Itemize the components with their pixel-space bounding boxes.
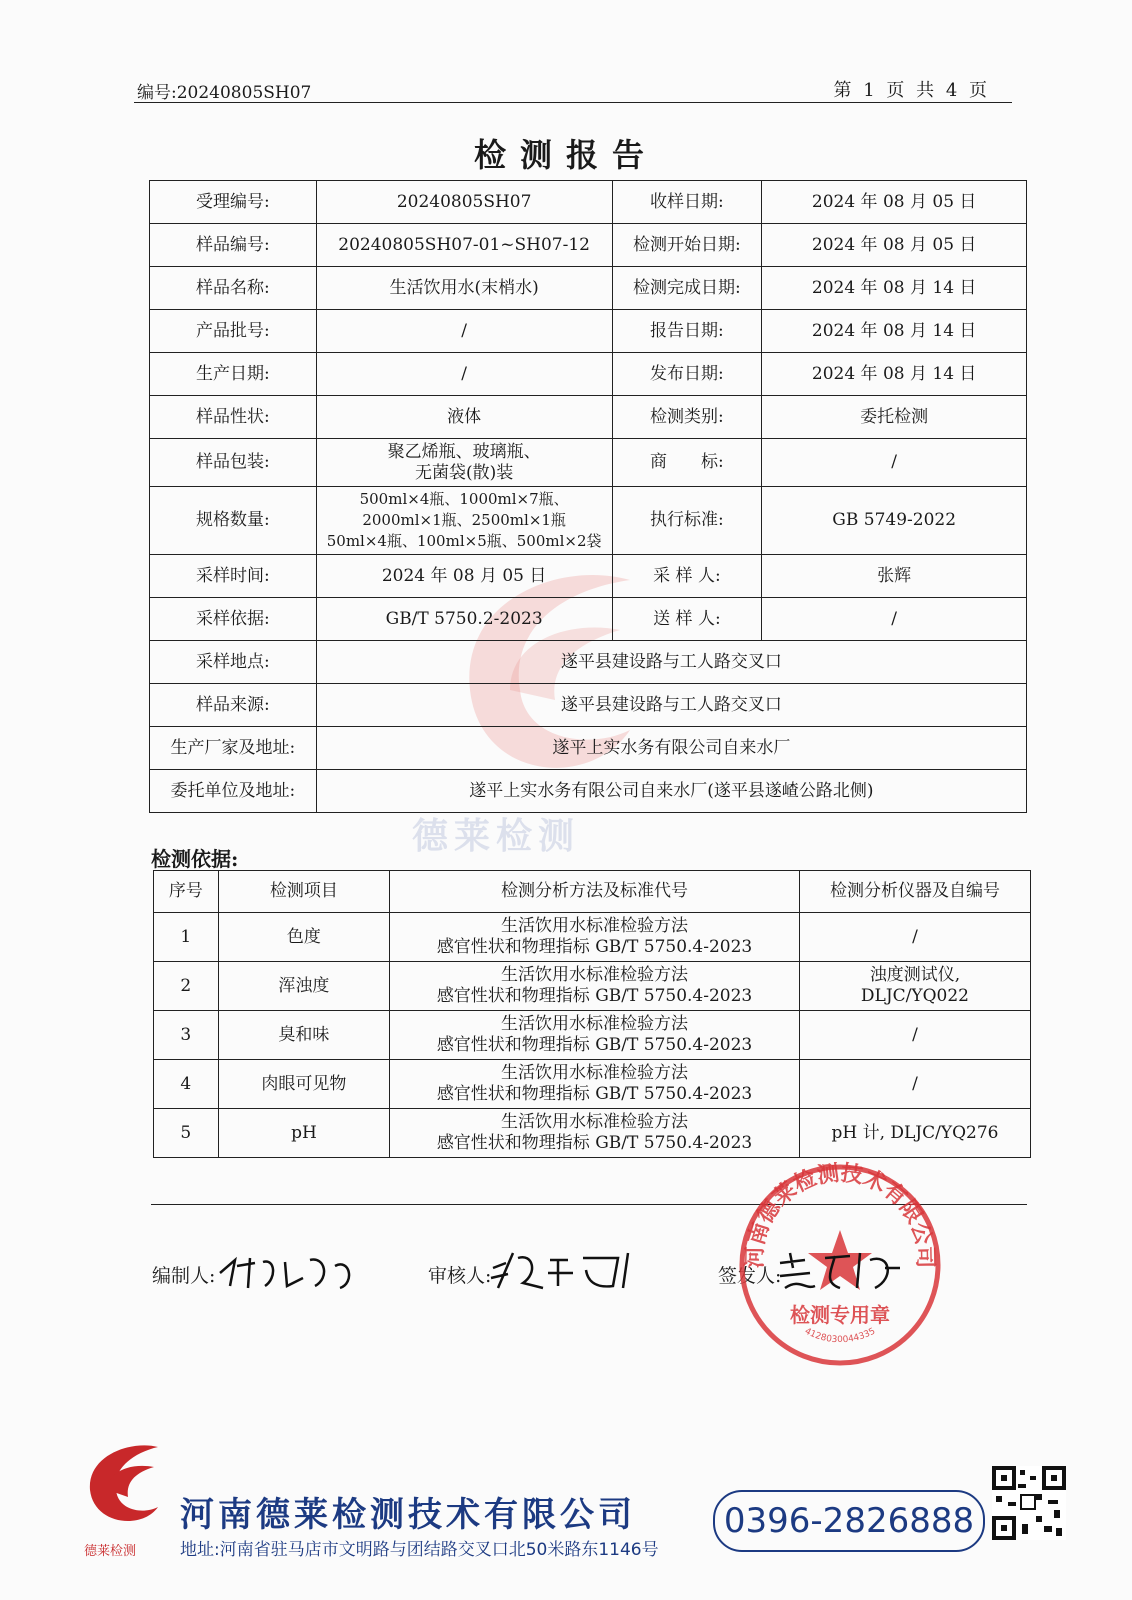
row-no: 5 [154,1109,219,1158]
table-row [154,962,1031,1011]
field-value: 2024 年 08 月 05 日 [316,555,612,598]
packaging-line: 聚乙烯瓶、玻璃瓶、 [387,441,541,462]
field-label: 样品性状: [150,396,317,439]
field-label: 采 样 人: [612,555,762,598]
field-value: 生活饮用水(末梢水) [316,267,612,310]
field-value: 遂平上实水务有限公司自来水厂 [316,727,1026,770]
header-divider [134,102,1012,103]
logo-text: 德莱检测 [84,1544,137,1559]
method-line: 感官性状和物理指标 GB/T 5750.4-2023 [436,1035,753,1055]
packaging-line: 无菌袋(散)装 [415,462,514,483]
field-value: 2024 年 08 月 14 日 [762,353,1027,396]
seal-center-text: 检测专用章 [790,1303,890,1327]
field-value: GB/T 5750.2-2023 [316,598,612,641]
field-label: 采样时间: [150,555,317,598]
method-line: 感官性状和物理指标 GB/T 5750.4-2023 [436,1084,753,1104]
row-item: 肉眼可见物 [218,1060,389,1109]
reviewer-label: 审核人: [428,1265,492,1287]
footer-phone: 0396-2826888 [713,1490,985,1552]
report-title: 检测报告 [473,136,658,174]
table-row [154,913,1031,962]
page-info: 第 1 页 共 4 页 [833,80,990,101]
field-label: 检测类别: [612,396,762,439]
table-row [150,684,1027,727]
row-no: 1 [154,913,219,962]
method-line: 生活饮用水标准检验方法 [501,916,689,936]
spec-line: 2000ml×1瓶、2500ml×1瓶 [362,511,566,529]
column-header: 检测分析方法及标准代号 [390,871,800,913]
table-row [154,1060,1031,1109]
field-value: / [762,439,1027,487]
issuer-label: 签发人: [718,1265,782,1287]
row-no: 2 [154,962,219,1011]
field-value: 遂平上实水务有限公司自来水厂(遂平县遂嵖公路北侧) [316,770,1026,813]
field-value: 2024 年 08 月 05 日 [762,224,1027,267]
footer-company-name: 河南德莱检测技术有限公司 [180,1495,636,1535]
table-row [150,641,1027,684]
table-row [150,439,1027,487]
watermark-text: 德莱检测 [412,816,581,857]
field-label: 检测开始日期: [612,224,762,267]
footer-address: 地址:河南省驻马店市文明路与团结路交叉口北50米路东1146号 [180,1540,659,1560]
qr-code-icon [992,1466,1066,1540]
field-label: 样品名称: [150,267,317,310]
field-value: GB 5749-2022 [762,487,1027,555]
instrument-line: pH 计, DLJC/YQ276 [831,1122,999,1143]
seal-ring-text: 河南德莱检测技术有限公司 [742,1160,938,1269]
svg-text:4128030044335 [803,1327,877,1346]
row-item: 浑浊度 [218,962,389,1011]
row-method [390,1109,800,1158]
field-label: 样品包装: [150,439,317,487]
row-item: 色度 [218,913,389,962]
method-line: 感官性状和物理指标 GB/T 5750.4-2023 [436,937,753,957]
table-row [150,396,1027,439]
field-value: 遂平县建设路与工人路交叉口 [316,684,1026,727]
field-value: 张辉 [762,555,1027,598]
compiler-signature [215,1248,365,1293]
field-value [316,487,612,555]
compiler-label: 编制人: [152,1265,216,1287]
field-label: 商 标: [612,439,762,487]
row-method [390,913,800,962]
method-line: 感官性状和物理指标 GB/T 5750.4-2023 [436,986,753,1006]
table-row [150,487,1027,555]
row-no: 3 [154,1011,219,1060]
row-instrument [799,1109,1030,1158]
field-label: 样品编号: [150,224,317,267]
field-label: 生产厂家及地址: [150,727,317,770]
field-value: 20240805SH07-01~SH07-12 [316,224,612,267]
table-header-row [154,871,1031,913]
field-value: / [762,598,1027,641]
field-label: 采样地点: [150,641,317,684]
field-label: 送 样 人: [612,598,762,641]
spec-line: 50ml×4瓶、100ml×5瓶、500ml×2袋 [326,532,602,550]
field-label: 收样日期: [612,181,762,224]
table-row [150,770,1027,813]
method-line: 生活饮用水标准检验方法 [501,1112,689,1132]
row-instrument [799,1011,1030,1060]
column-header: 检测项目 [218,871,389,913]
field-value: 液体 [316,396,612,439]
field-label: 检测完成日期: [612,267,762,310]
field-value [316,439,612,487]
instrument-line: DLJC/YQ022 [860,986,969,1006]
field-label: 发布日期: [612,353,762,396]
row-instrument [799,1060,1030,1109]
row-method [390,1011,800,1060]
field-label: 采样依据: [150,598,317,641]
field-value: 2024 年 08 月 14 日 [762,310,1027,353]
field-value: 20240805SH07 [316,181,612,224]
table-row [150,224,1027,267]
table-row [150,181,1027,224]
sample-info-table [149,180,1027,813]
table-row [150,727,1027,770]
field-label: 委托单位及地址: [150,770,317,813]
table-row [150,267,1027,310]
row-no: 4 [154,1060,219,1109]
method-line: 感官性状和物理指标 GB/T 5750.4-2023 [436,1133,753,1153]
field-value: 遂平县建设路与工人路交叉口 [316,641,1026,684]
field-label: 执行标准: [612,487,762,555]
basis-heading: 检测依据: [151,847,239,871]
field-value: 委托检测 [762,396,1027,439]
spec-line: 500ml×4瓶、1000ml×7瓶、 [359,490,569,508]
report-number: 编号:20240805SH07 [137,83,312,103]
field-label: 样品来源: [150,684,317,727]
test-basis-table [153,870,1031,1158]
field-label: 规格数量: [150,487,317,555]
field-value: / [316,310,612,353]
method-line: 生活饮用水标准检验方法 [501,1063,689,1083]
seal-number: 4128030044335 [802,1326,878,1346]
method-line: 生活饮用水标准检验方法 [501,965,689,985]
table-row [150,310,1027,353]
table-row [150,598,1027,641]
reviewer-signature [488,1248,638,1293]
issuer-signature [775,1248,905,1293]
field-label: 受理编号: [150,181,317,224]
row-method [390,1060,800,1109]
row-method [390,962,800,1011]
row-instrument [799,913,1030,962]
company-logo-icon [82,1435,162,1535]
column-header: 序号 [154,871,219,913]
table-row [150,555,1027,598]
row-item: 臭和味 [218,1011,389,1060]
field-label: 产品批号: [150,310,317,353]
method-line: 生活饮用水标准检验方法 [501,1014,689,1034]
table-row [154,1109,1031,1158]
field-label: 报告日期: [612,310,762,353]
instrument-line: / [912,1073,918,1094]
field-label: 生产日期: [150,353,317,396]
instrument-line: 浊度测试仪, [869,965,961,985]
field-value: 2024 年 08 月 14 日 [762,267,1027,310]
row-instrument [799,962,1030,1011]
table-row [154,1011,1031,1060]
column-header: 检测分析仪器及自编号 [799,871,1030,913]
instrument-line: / [912,1024,918,1045]
field-value: / [316,353,612,396]
instrument-line: / [912,926,918,947]
table-row [150,353,1027,396]
field-value: 2024 年 08 月 05 日 [762,181,1027,224]
row-item: pH [218,1109,389,1158]
